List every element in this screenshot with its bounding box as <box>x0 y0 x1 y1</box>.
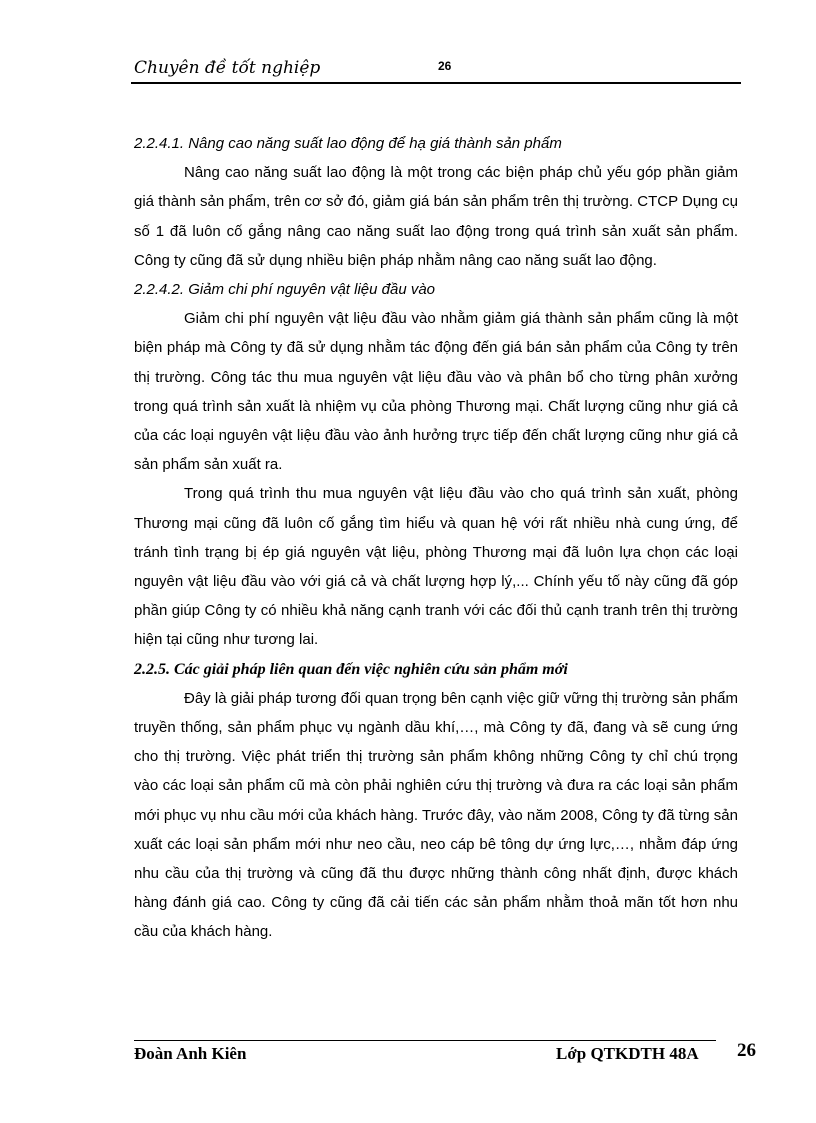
header-rule <box>131 82 741 84</box>
document-body <box>134 129 738 947</box>
footer-page-number: 26 <box>737 1040 756 1061</box>
header-title: Chuyên đề tốt nghiệp <box>134 58 321 78</box>
section-heading-2-2-4-1: 2.2.4.1. Nâng cao năng suất lao động để hạ giá thành sản phẩm <box>134 135 562 152</box>
footer-class: Lớp QTKDTH 48A <box>556 1044 699 1063</box>
section-heading-2-2-4-2: 2.2.4.2. Giảm chi phí nguyên vật liệu đầu vào <box>134 281 436 299</box>
paragraph-3: Trong quá trình thu mua nguyên vật liệu đầu vào cho quá trình sản xuất, phòng Thương mại cũng đã luôn cố gắng tìm hiểu và quan hệ với rất nhiều nhà cung ứng, để tránh tình trạng bị ép giá nguyên vật liệu, phòng Thương mại đã luôn lựa chọn các loại nguyên vật liệu đầu vào với giá cả và chất lượng hợp lý,... Chính yếu tố này cũng đã góp phần giúp Công ty có nhiều khả năng cạnh tranh với các đối thủ cạnh tranh trên thị trường hiện tại cũng như tương lai. <box>134 485 738 649</box>
header-page-number: 26 <box>438 59 452 73</box>
paragraph-1: Nâng cao năng suất lao động là một trong các biện pháp chủ yếu góp phần giảm giá thành sản phẩm, trên cơ sở đó, giảm giá bán sản phẩm trên thị trường. CTCP Dụng cụ số 1 đã luôn cố gắng nâng cao năng suất lao động trong quá trình sản xuất sản phẩm. Công ty cũng đã sử dụng nhiều biện pháp nhằm nâng cao năng suất lao động. <box>134 164 738 269</box>
footer-rule <box>134 1040 716 1041</box>
paragraph-2: Giảm chi phí nguyên vật liệu đầu vào nhằm giảm giá thành sản phẩm cũng là một biện pháp mà Công ty đã sử dụng nhằm tác động đến giá bán sản phẩm của Công ty trên thị trường. Công tác thu mua nguyên vật liệu đầu vào và phân bổ cho từng phân xưởng trong quá trình sản xuất là nhiệm vụ của phòng Thương mại. Chất lượng cũng như giá cả của các loại nguyên vật liệu đầu vào ảnh hưởng trực tiếp đến chất lượng cũng như giá cả sản phẩm sản xuất ra. <box>134 310 738 474</box>
footer-author: Đoàn Anh Kiên <box>134 1044 247 1063</box>
paragraph-4: Đây là giải pháp tương đối quan trọng bên cạnh việc giữ vững thị trường sản phẩm truyền thống, sản phẩm phục vụ ngành dầu khí,…, mà Công ty đã, đang và sẽ cung ứng cho thị trường. Việc phát triển thị trường sản phẩm không những Công ty chỉ chú trọng vào các loại sản phẩm cũ mà còn phải nghiên cứu thị trường và đưa ra các loại sản phẩm mới phục vụ nhu cầu mới của khách hàng. Trước đây, vào năm 2008, Công ty đã từng sản xuất các loại sản phẩm mới như neo cầu, neo cáp bê tông dự ứng lực,…, nhằm đáp ứng nhu cầu của thị trường và cũng đã thu được những thành công nhất định, được khách hàng đánh giá cao. Công ty cũng đã cải tiến các sản phẩm nhằm thoả mãn tốt hơn nhu cầu của khách hàng. <box>134 689 738 941</box>
section-heading-2-2-5: 2.2.5. Các giải pháp liên quan đến việc nghiên cứu sản phẩm mới <box>134 660 568 678</box>
